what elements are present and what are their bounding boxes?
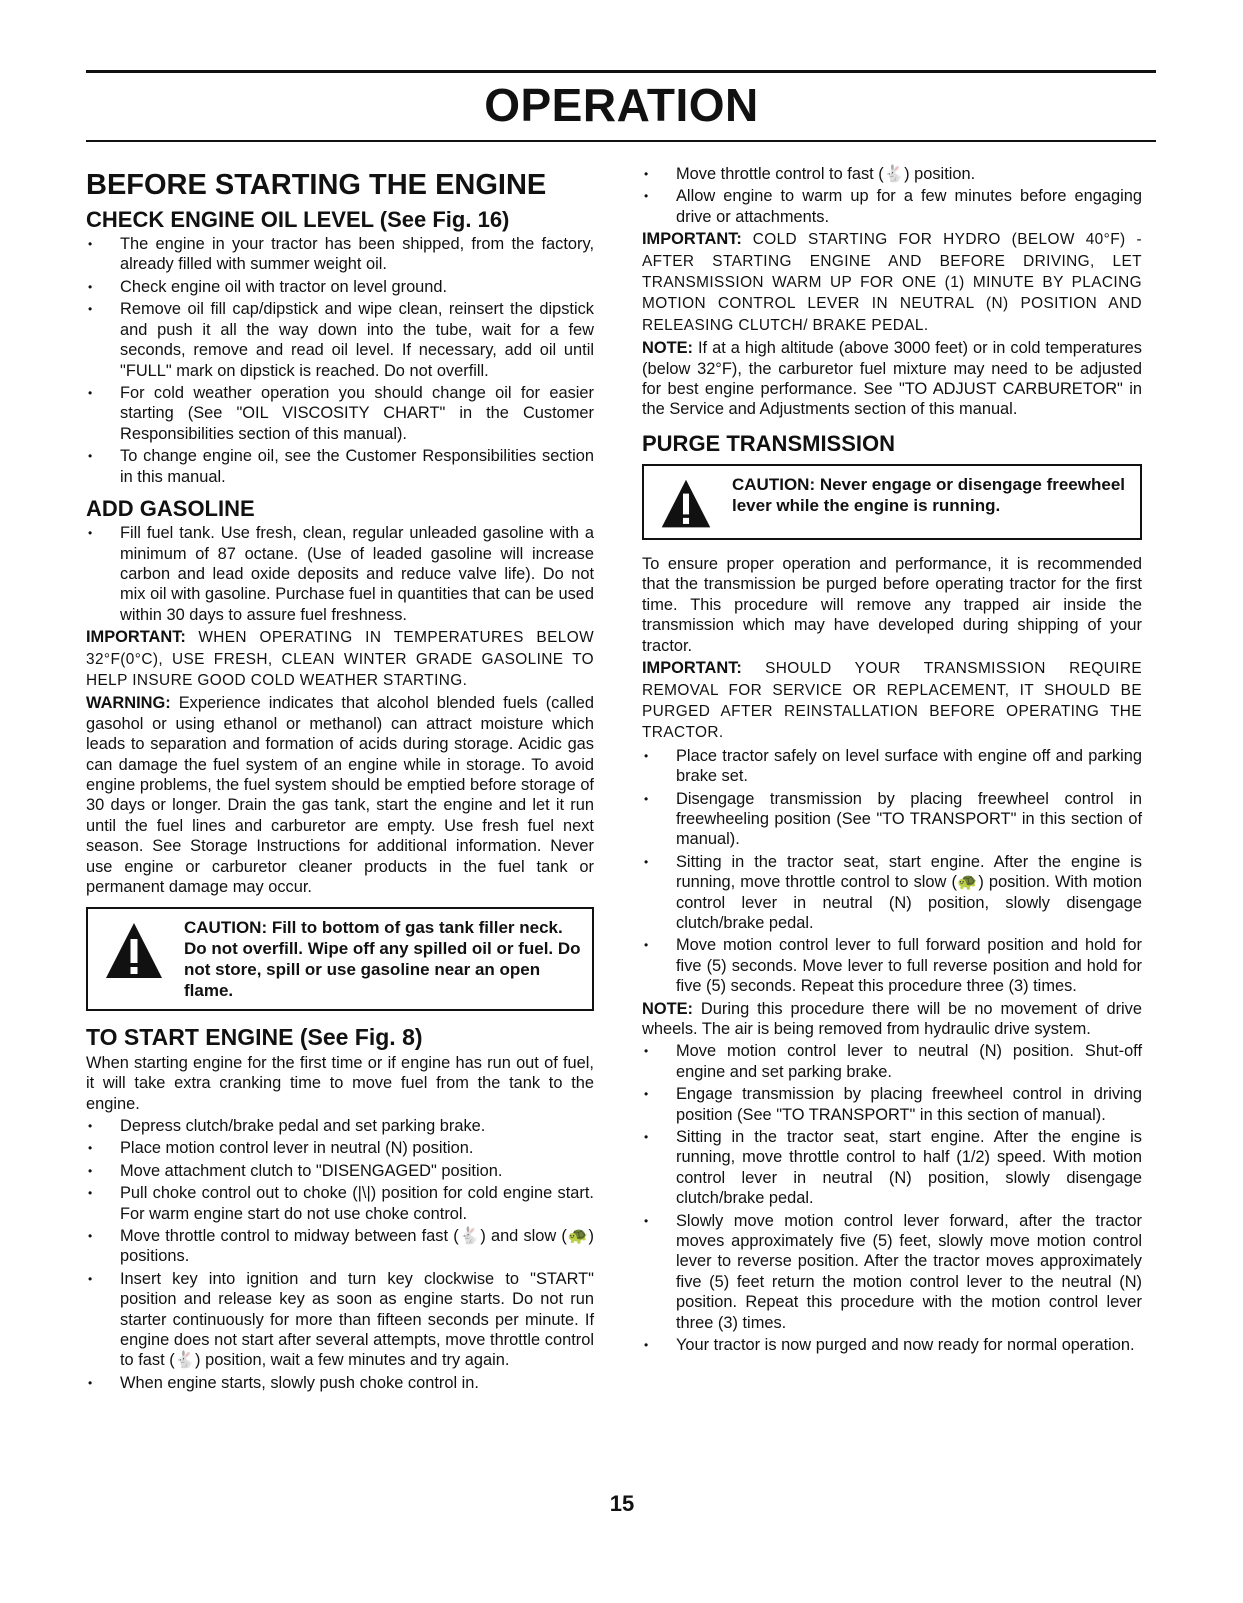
important-label: IMPORTANT: <box>642 659 742 678</box>
purge-intro: To ensure proper operation and performance, it is recommended that the transmission be purged before operating tractor for the first time. This procedure will remove any trapped air inside the transmission which may have developed during shipping of your tractor. <box>642 555 1142 655</box>
list-item: • Allow engine to warm up for a few minutes before engaging drive or attachments. <box>642 186 1142 227</box>
warning-note <box>86 693 594 897</box>
warmup-list <box>642 164 1142 227</box>
purge-note <box>642 999 1142 1040</box>
list-item: • Move motion control lever to neutral (N) position. Shut-off engine and set parking brake. <box>642 1041 1142 1082</box>
list-item: • Place motion control lever in neutral (N) position. <box>86 1138 594 1158</box>
list-item: • Move motion control lever to full forward position and hold for five (5) seconds. Move lever to full reverse position and hold for five (5) seconds. Repeat this procedure three (3) times. <box>642 935 1142 996</box>
important-note <box>642 658 1142 744</box>
important-label: IMPORTANT: <box>642 230 742 249</box>
gasoline-caution-box <box>86 907 594 1011</box>
list-item: • Place tractor safely on level surface with engine off and parking brake set. <box>642 746 1142 787</box>
list-item: • The engine in your tractor has been shipped, from the factory, already filled with summer weight oil. <box>86 234 594 275</box>
warning-label: WARNING: <box>86 694 171 713</box>
list-item: • Pull choke control out to choke (|\|) position for cold engine start. For warm engine start do not use choke control. <box>86 1183 594 1224</box>
oil-list <box>86 234 594 487</box>
list-item: • To change engine oil, see the Customer Responsibilities section in this manual. <box>86 446 594 487</box>
note-label: NOTE: <box>642 339 693 358</box>
important-text: WHEN OPERATING IN TEMPERATURES BELOW 32°F(0°C), USE FRESH, CLEAN WINTER GRADE GASOLINE TO HELP INSURE GOOD COLD WEATHER STARTING. <box>86 629 594 689</box>
left-column <box>86 162 594 1395</box>
list-item: • When engine starts, slowly push choke control in. <box>86 1373 594 1393</box>
list-item: • Sitting in the tractor seat, start engine. After the engine is running, move throttle control to slow (🐢) position. With motion control lever in neutral (N) position, slowly disengage clutch/brake pedal. <box>642 852 1142 934</box>
altitude-note <box>642 338 1142 420</box>
right-column <box>642 164 1142 1358</box>
list-item: • Fill fuel tank. Use fresh, clean, regular unleaded gasoline with a minimum of 87 octane. (Use of leaded gasoline will increase carbon and lead oxide deposits and reduce valve life). Do not mix oil with gasoline. Purchase fuel in quantities that can be used within 30 days to assure fuel freshness. <box>86 523 594 625</box>
note-text: During this procedure there will be no movement of drive wheels. The air is being removed from hydraulic drive system. <box>642 999 1142 1038</box>
start-engine-list <box>86 1116 594 1393</box>
list-item: • Slowly move motion control lever forward, after the tractor moves approximately five (5) feet, slowly move motion control lever to reverse position. After the tractor moves approximately five (5) feet return the motion control lever to the neutral (N) position. Repeat this procedure with the motion control lever three (3) times. <box>642 1211 1142 1333</box>
top-rule <box>86 70 1156 73</box>
list-item: • Remove oil fill cap/dipstick and wipe clean, reinsert the dipstick and push it all the way down into the tube, wait for a few seconds, remove and read oil level. If necessary, add oil until "FULL" mark on dipstick is reached. Do not overfill. <box>86 299 594 381</box>
list-item: • Sitting in the tractor seat, start engine. After the engine is running, move throttle control to half (1/2) speed. With motion control lever in neutral (N) position, slowly disengage clutch/brake pedal. <box>642 1127 1142 1209</box>
important-note <box>642 229 1142 336</box>
freewheel-caution-box <box>642 464 1142 540</box>
list-item: • Engage transmission by placing freewheel control in driving position (See "TO TRANSPORT" in this section of manual). <box>642 1084 1142 1125</box>
warning-triangle-icon <box>104 921 164 981</box>
list-item: • Check engine oil with tractor on level ground. <box>86 277 594 297</box>
gasoline-heading: ADD GASOLINE <box>86 495 255 521</box>
list-item: • Move throttle control to fast (🐇) position. <box>642 164 1142 184</box>
list-item: • Depress clutch/brake pedal and set parking brake. <box>86 1116 594 1136</box>
purge-heading: PURGE TRANSMISSION <box>642 430 896 456</box>
list-item: • Move attachment clutch to "DISENGAGED" position. <box>86 1161 594 1181</box>
warning-triangle-icon <box>660 478 712 530</box>
note-label: NOTE: <box>642 999 693 1018</box>
note-text: If at a high altitude (above 3000 feet) or in cold temperatures (below 32°F), the carburetor fuel mixture may need to be adjusted for best engine performance. See "TO ADJUST CARBURETOR" in the Service and Adjustments section of this manual. <box>642 339 1142 419</box>
list-item: • Disengage transmission by placing freewheel control in freewheeling position (See "TO TRANSPORT" in this section of manual). <box>642 789 1142 850</box>
important-note <box>86 627 594 691</box>
list-item: • Insert key into ignition and turn key clockwise to "START" position and release key as soon as engine starts. Do not run starter continuously for more than fifteen seconds per minute. If engine does not start after several attempts, move throttle control to fast (🐇) position, wait a few minutes and try again. <box>86 1269 594 1371</box>
important-text: SHOULD YOUR TRANSMISSION REQUIRE REMOVAL FOR SERVICE OR REPLACEMENT, IT SHOULD BE PURGED AFTER REINSTALLATION BEFORE OPERATING THE TRACTOR. <box>642 660 1142 742</box>
title-underline <box>86 140 1156 142</box>
list-item: • Your tractor is now purged and now ready for normal operation. <box>642 1335 1142 1355</box>
section-title: BEFORE STARTING THE ENGINE <box>86 169 547 201</box>
page-title: OPERATION <box>484 79 759 131</box>
page-number: 15 <box>609 1491 635 1516</box>
purge-steps-a <box>642 746 1142 997</box>
purge-steps-b <box>642 1041 1142 1355</box>
warning-text: Experience indicates that alcohol blended fuels (called gasohol or using ethanol or methanol) can attract moisture which leads to separation and formation of acids during storage. Acidic gas can damage the fuel system of an engine while in storage. To avoid engine problems, the fuel system should be emptied before storage of 30 days or longer. Drain the gas tank, start the engine and let it run until the fuel lines and carburetor are empty. Use fresh fuel next season. See Storage Instructions for additional information. Never use engine or carburetor cleaner products in the fuel tank or permanent damage may occur. <box>86 694 594 897</box>
caution-text: CAUTION: Fill to bottom of gas tank filler neck. Do not overfill. Wipe off any spilled oil or fuel. Do not store, spill or use gasoline near an open flame. <box>184 918 581 1001</box>
caution-text: CAUTION: Never engage or disengage freewheel lever while the engine is running. <box>732 475 1125 516</box>
oil-heading: CHECK ENGINE OIL LEVEL (See Fig. 16) <box>86 206 510 232</box>
start-engine-intro: When starting engine for the first time or if engine has run out of fuel, it will take extra cranking time to move fuel from the tank to the engine. <box>86 1053 594 1113</box>
start-engine-heading: TO START ENGINE (See Fig. 8) <box>86 1024 423 1051</box>
important-label: IMPORTANT: <box>86 628 186 647</box>
important-text: COLD STARTING FOR HYDRO (BELOW 40°F) - AFTER STARTING ENGINE AND BEFORE DRIVING, LET TRANSMISSION WARM UP FOR ONE (1) MINUTE BY PLACING MOTION CONTROL LEVER IN NEUTRAL (N) POSITION AND RELEASING CLUTCH/ BRAKE PEDAL. <box>642 231 1142 334</box>
list-item: • Move throttle control to midway between fast (🐇) and slow (🐢) positions. <box>86 1226 594 1267</box>
gasoline-list <box>86 523 594 625</box>
list-item: • For cold weather operation you should change oil for easier starting (See "OIL VISCOSITY CHART" in the Customer Responsibilities section of this manual). <box>86 383 594 444</box>
